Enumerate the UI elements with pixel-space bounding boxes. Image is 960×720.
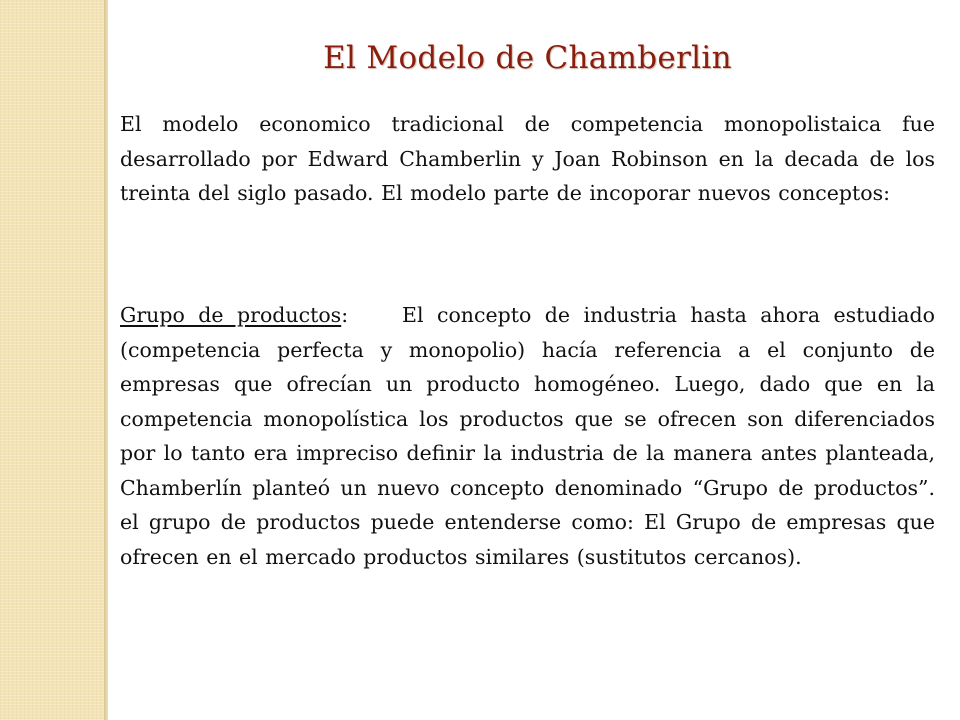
concept-separator: : xyxy=(341,303,402,327)
decorative-side-band xyxy=(0,0,104,720)
concept-text: El concepto de industria hasta ahora estudiado (competencia perfecta y monopolio) hacía referencia a el conjunto de empresas que ofrecían un producto homogéneo. Luego, dado que en la competencia monopolística los productos que se ofrecen son diferenciados por lo tanto era impreciso definir la industria de la manera antes planteada, Chamberlín planteó un nuevo concepto denominado “Grupo de productos”. el grupo de productos puede entenderse como: El Grupo de empresas que ofrecen en el mercado productos similares (sustitutos cercanos). xyxy=(120,303,935,569)
side-band-edge xyxy=(104,0,108,720)
concept-paragraph xyxy=(120,298,935,574)
slide-title: El Modelo de Chamberlin xyxy=(323,40,732,76)
concept-term: Grupo de productos xyxy=(120,303,342,327)
intro-paragraph: El modelo economico tradicional de competencia monopolistaica fue desarrollado por Edward Chamberlin y Joan Robinson en la decada de los treinta del siglo pasado. El modelo parte de incoporar nuevos conceptos: xyxy=(120,112,935,205)
